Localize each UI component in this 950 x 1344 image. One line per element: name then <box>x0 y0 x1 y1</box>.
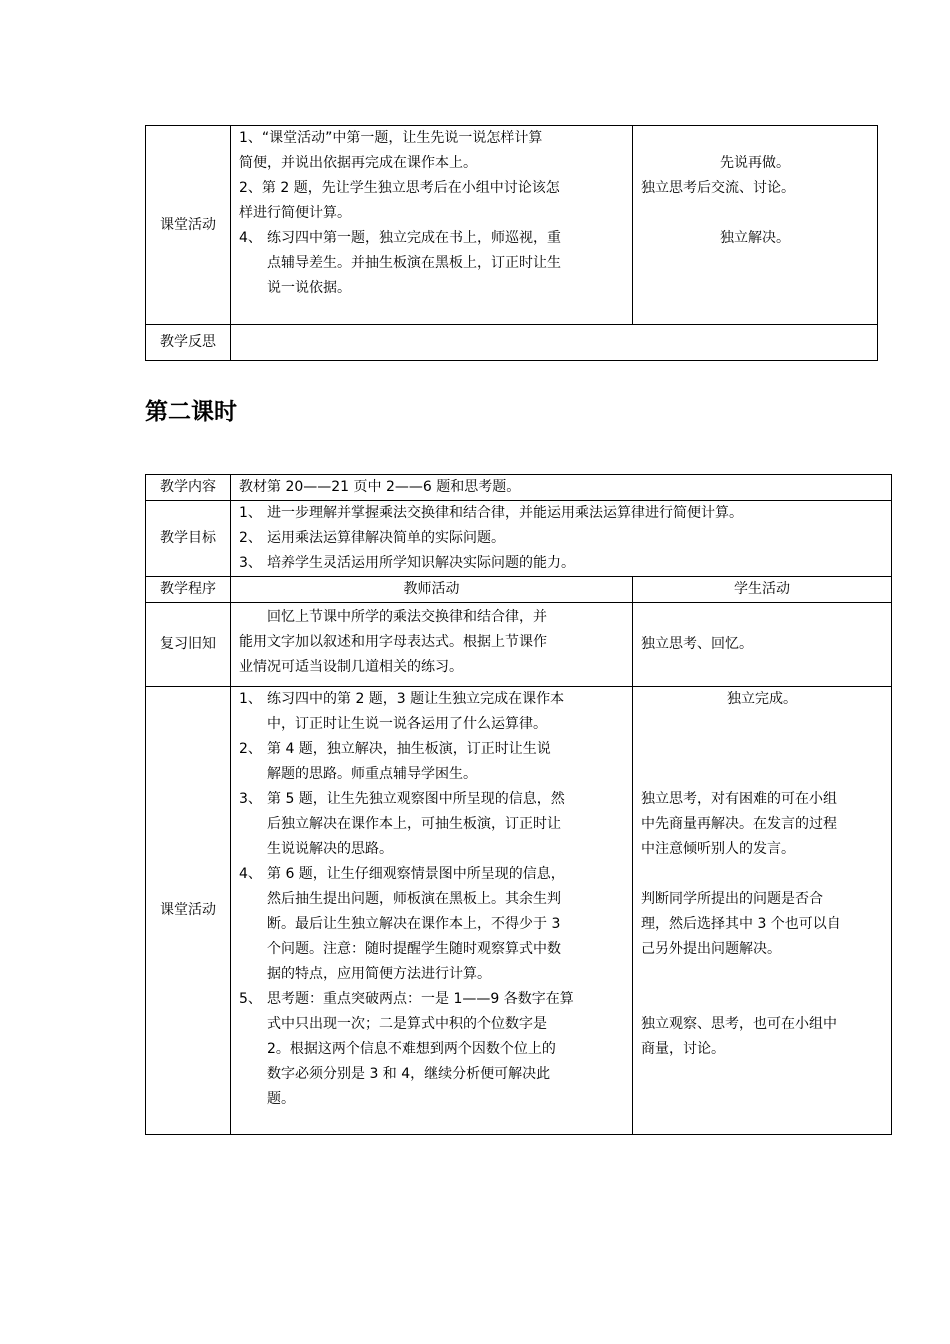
procedure-header: 教学程序 <box>146 577 231 603</box>
list-item: 1、 “课堂活动”中第一题，让生先说一说怎样计算 <box>239 126 624 151</box>
activity-student-cell: 独立完成。 独立思考，对有困难的可在小组 中先商量再解决。在发言的过程 中注意倾听别人的发言。 判断同学所提出的问题是否合 理，然后选择其中 3 个也可以自 己另外提出问题解决。 独立观察、思考，也可在小组中 商量，讨论。 <box>633 687 892 1135</box>
goal-cell <box>231 501 892 577</box>
content-value: 教材第 20——21 页中 2——6 题和思考题。 <box>231 475 892 501</box>
review-teacher-cell: 回忆上节课中所学的乘法交换律和结合律，并 能用文字加以叙述和用字母表达式。根据上节课作 业情况可适当设制几道相关的练习。 <box>231 603 633 687</box>
text-line: 简便，并说出依据再完成在课作本上。 <box>239 155 477 171</box>
goal-item: 1、 进一步理解并掌握乘法交换律和结合律，并能运用乘法运算律进行简便计算。 <box>239 505 743 521</box>
lesson-table-1 <box>145 125 878 361</box>
list-item: 3、 第 5 题，让生先独立观察图中所呈现的信息，然 后独立解决在课作本上，可抽生板演，订正时让 生说说解决的思路。 <box>239 791 565 857</box>
activity-teacher-cell <box>231 687 633 1135</box>
list-item: 4、 练习四中第一题，独立完成在书上，师巡视，重 点辅导差生。并抽生板演在黑板上，订正时让生 说一说依据。 <box>239 230 561 296</box>
student-activity-cell <box>633 126 878 325</box>
text-line: 先说再做。 <box>720 155 790 171</box>
text-line: 独立思考后交流、讨论。 <box>641 180 795 196</box>
list-item: 5、 思考题：重点突破两点：一是 1——9 各数字在算 式中只出现一次；二是算式中积的个位数字是 2。根据这两个信息不难想到两个因数个位上的 数字必须分别是 3 和 4，继续分析便可解决此 题。 <box>239 991 574 1107</box>
section-title: 第二课时 <box>145 399 237 425</box>
teacher-header: 教师活动 <box>231 577 633 603</box>
list-item: 2、 第 2 题，先让学生独立思考后在小组中讨论该怎 <box>239 180 560 196</box>
text-line: 样进行简便计算。 <box>239 205 351 221</box>
review-label: 复习旧知 <box>146 603 231 687</box>
classroom-activity-label: 课堂活动 <box>146 126 231 325</box>
goal-label: 教学目标 <box>146 501 231 577</box>
text-line: “课堂活动”中第一题，让生先说一说怎样计算 <box>261 130 543 146</box>
teacher-activity-cell <box>231 126 633 325</box>
content-label: 教学内容 <box>146 475 231 501</box>
goal-item: 2、 运用乘法运算律解决简单的实际问题。 <box>239 530 505 546</box>
goal-item: 3、 培养学生灵活运用所学知识解决实际问题的能力。 <box>239 555 575 571</box>
student-header: 学生活动 <box>633 577 892 603</box>
list-item: 2、 第 4 题，独立解决，抽生板演，订正时让生说 解题的思路。师重点辅导学困生。 <box>239 741 551 782</box>
list-item: 1、 练习四中的第 2 题，3 题让生独立完成在课作本 中，订正时让生说一说各运用了什么运算律。 <box>239 691 565 732</box>
lesson-table-2 <box>145 474 892 1135</box>
activity-label: 课堂活动 <box>146 687 231 1135</box>
review-student-cell: 独立思考、回忆。 <box>633 603 892 687</box>
list-item: 4、 第 6 题，让生仔细观察情景图中所呈现的信息， 然后抽生提出问题，师板演在黑板上。其余生判 断。最后让生独立解决在课作本上，不得少于 3 个问题。注意：随时提醒学生随时观察算式中数 据的特点，应用简便方法进行计算。 <box>239 866 565 982</box>
reflection-label: 教学反思 <box>146 325 231 361</box>
text-line: 独立解决。 <box>720 230 790 246</box>
reflection-cell <box>231 325 878 361</box>
